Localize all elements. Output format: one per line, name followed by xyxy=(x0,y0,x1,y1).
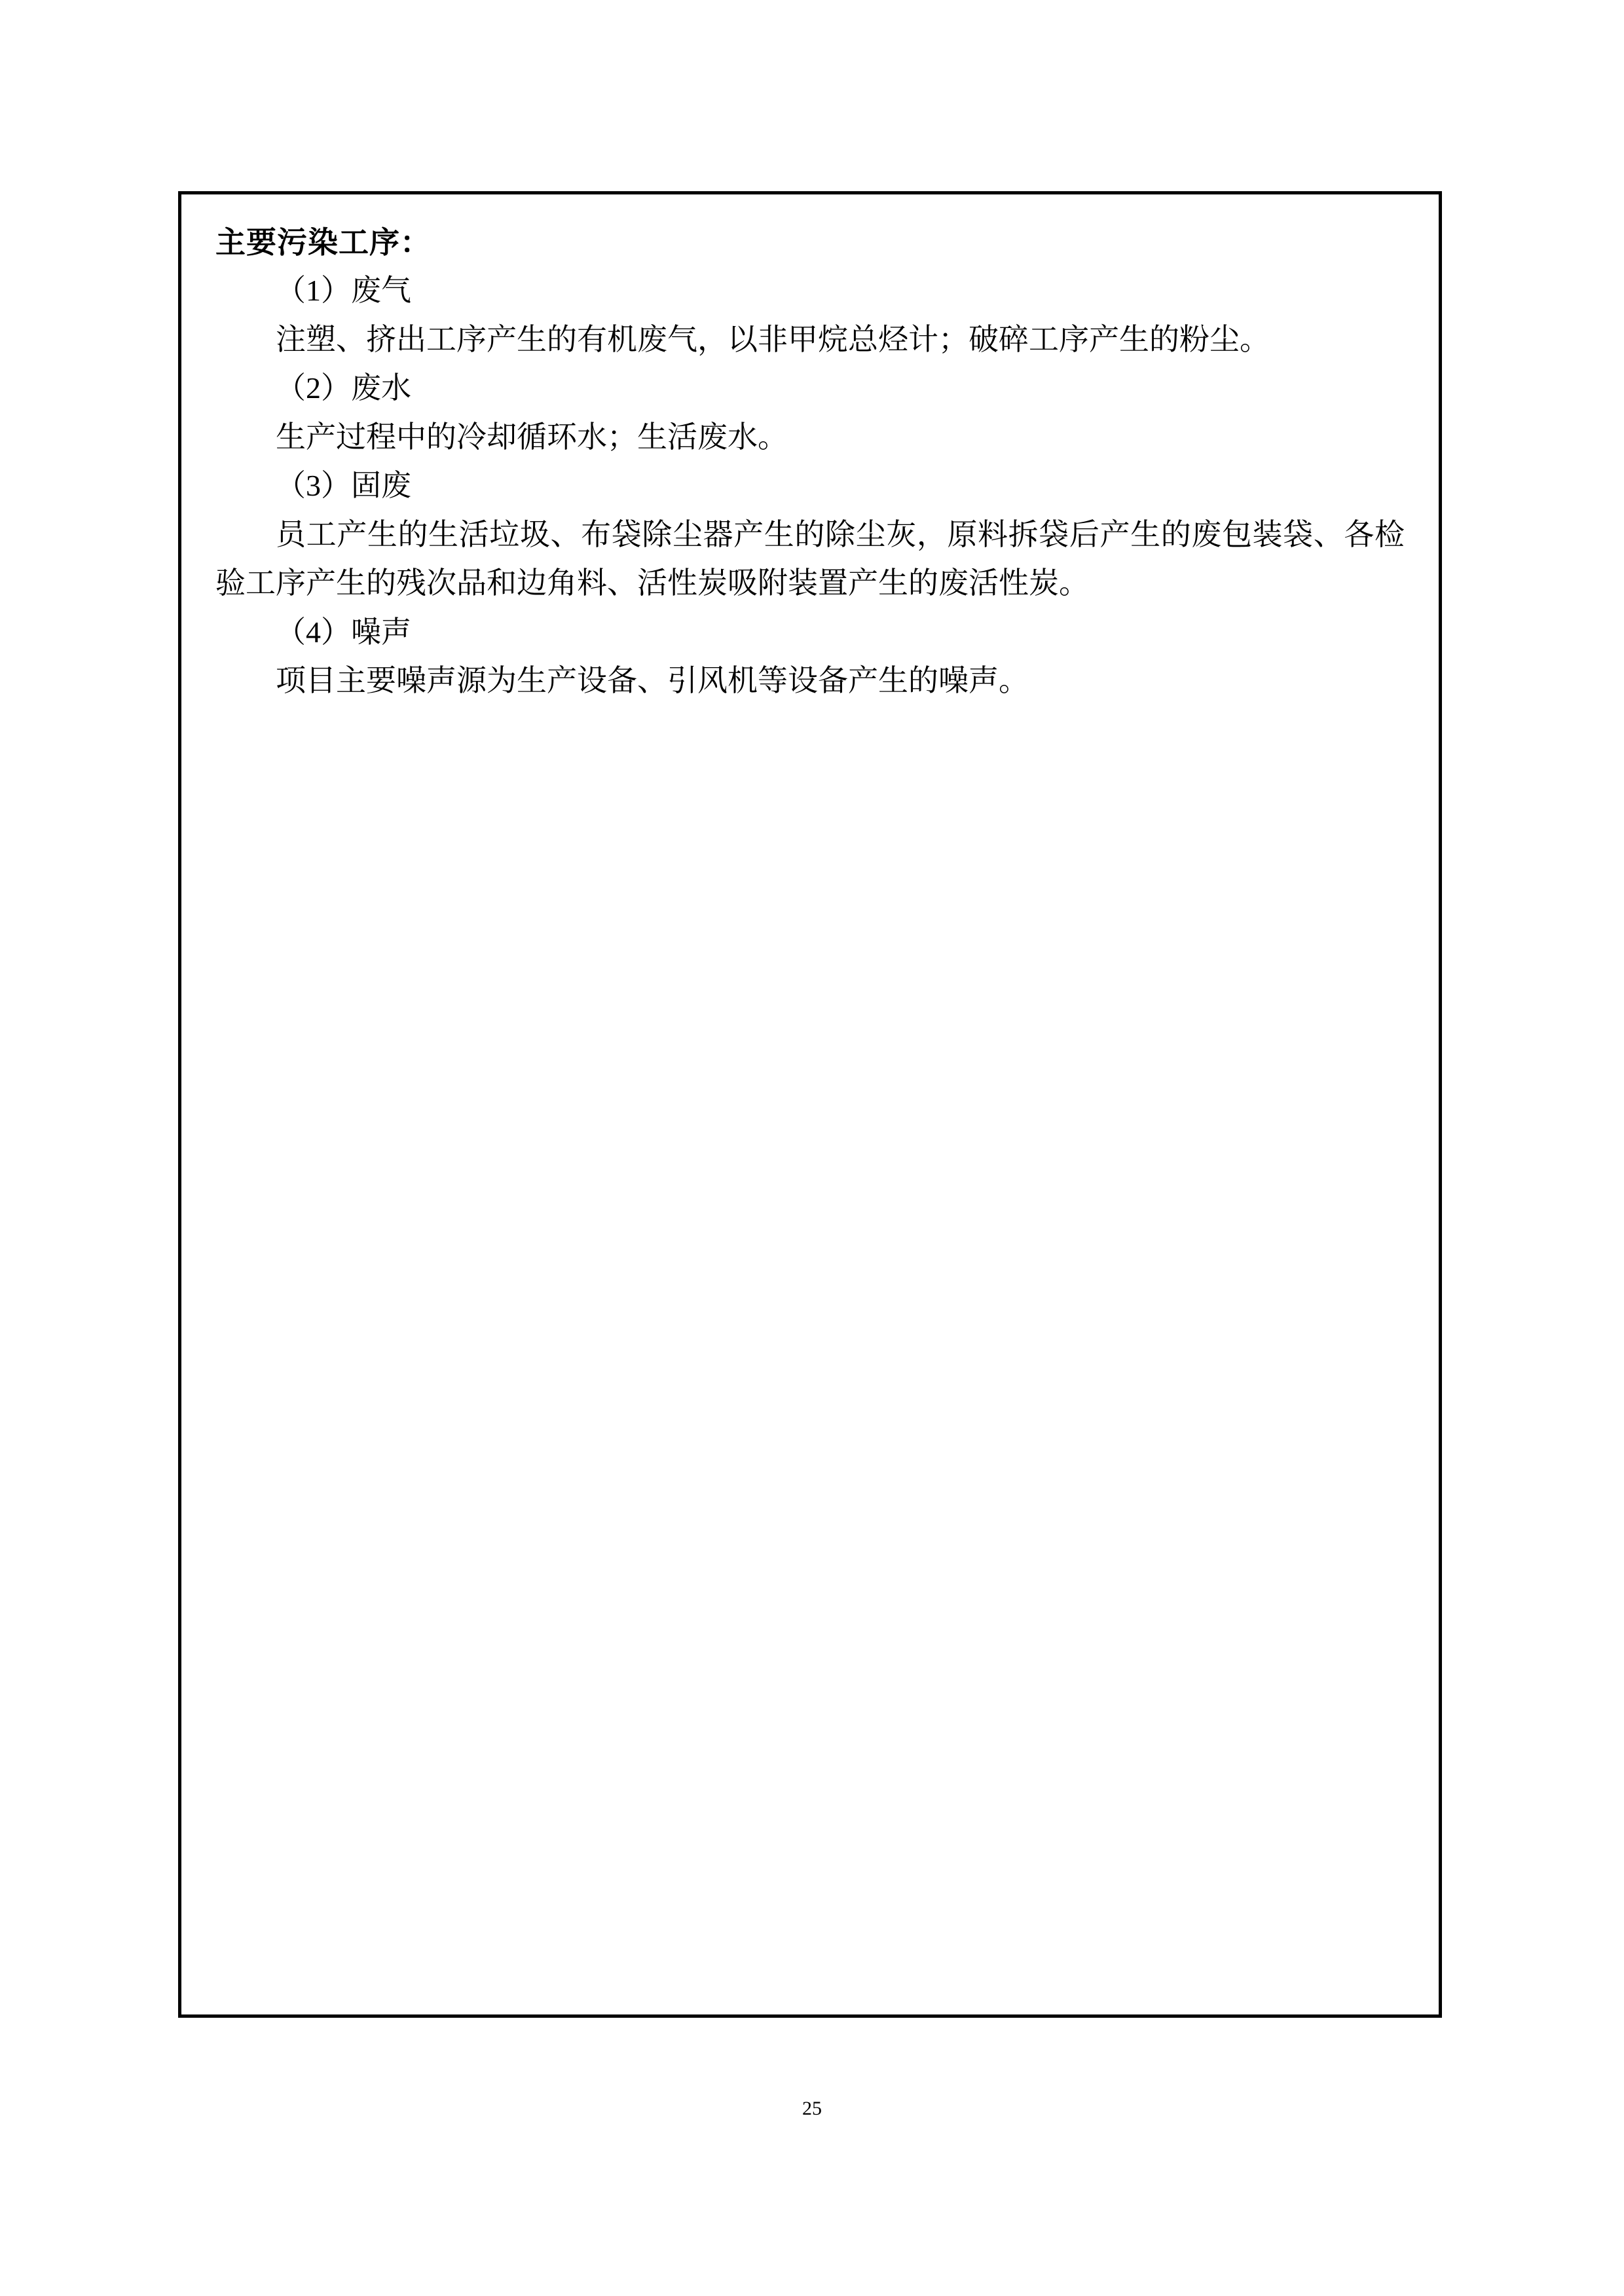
frame-inner xyxy=(181,194,1439,706)
paragraph-solid-waste: 员工产生的生活垃圾、布袋除尘器产生的除尘灰，原料拆袋后产生的废包装袋、各检验工序产生的残次品和边角料、活性炭吸附装置产生的废活性炭。 xyxy=(215,517,1405,600)
content-frame xyxy=(178,191,1442,2018)
subheading-noise: （4）噪声 xyxy=(276,615,411,649)
page-title: 主要污染工序： xyxy=(215,225,431,259)
paragraph-waste-water: 生产过程中的冷却循环水；生活废水。 xyxy=(276,420,788,454)
page-number: 25 xyxy=(802,2098,822,2119)
subheading-waste-water: （2）废水 xyxy=(276,371,411,405)
paragraph-waste-gas: 注塑、挤出工序产生的有机废气，以非甲烷总烃计；破碎工序产生的粉尘。 xyxy=(276,322,1270,356)
subheading-waste-gas: （1）废气 xyxy=(276,274,411,308)
subheading-solid-waste: （3）固废 xyxy=(276,469,411,503)
paragraph-noise: 项目主要噪声源为生产设备、引风机等设备产生的噪声。 xyxy=(276,664,1029,698)
